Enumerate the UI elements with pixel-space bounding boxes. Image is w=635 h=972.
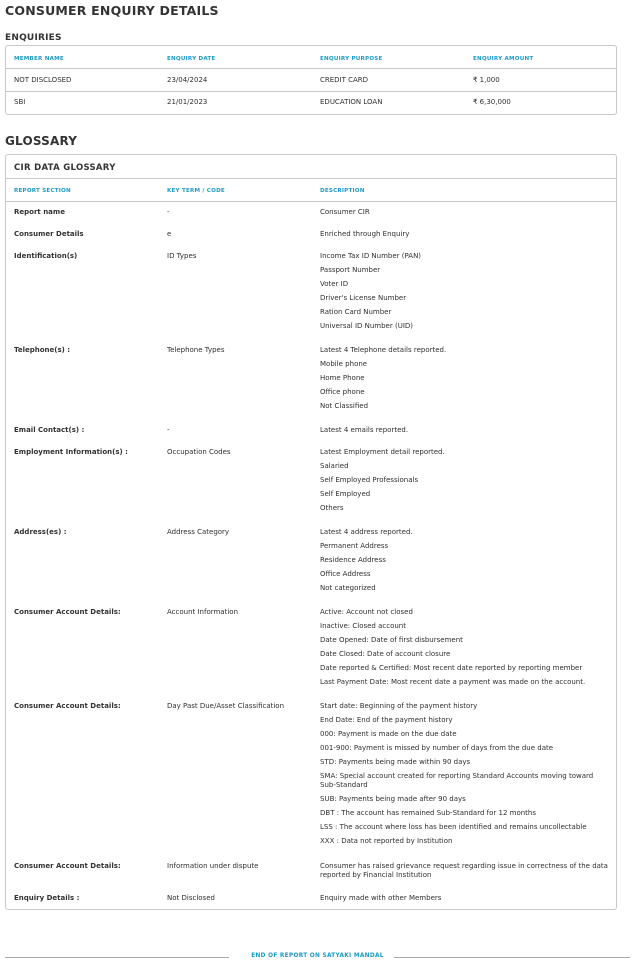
description-line: Not Classified bbox=[320, 402, 369, 410]
description-line: Date reported & Certified: Most recent date reported by reporting member bbox=[320, 664, 583, 672]
enquiry-purpose: EDUCATION LOAN bbox=[320, 98, 383, 106]
description-line: Self Employed Professionals bbox=[320, 476, 419, 484]
description bbox=[320, 894, 610, 908]
report-section: Employment Information(s) : bbox=[14, 448, 128, 456]
key-term: - bbox=[167, 426, 170, 434]
description-line: Start date: Beginning of the payment history bbox=[320, 702, 478, 710]
key-term: ID Types bbox=[167, 252, 197, 260]
key-term: Account Information bbox=[167, 608, 239, 616]
description-line: Mobile phone bbox=[320, 360, 368, 368]
description-line: Passport Number bbox=[320, 266, 381, 274]
report-section: Telephone(s) : bbox=[14, 346, 71, 354]
description bbox=[320, 426, 610, 440]
description-line: Residence Address bbox=[320, 556, 386, 564]
description bbox=[320, 230, 610, 244]
description-line: SUB: Payments being made after 90 days bbox=[320, 795, 466, 803]
col-enquiry-amount: ENQUIRY AMOUNT bbox=[473, 56, 534, 62]
description-line: Active: Account not closed bbox=[320, 608, 413, 616]
end-of-report: END OF REPORT ON SATYAKI MANDAL bbox=[251, 953, 384, 959]
enquiry-date: 21/01/2023 bbox=[167, 98, 208, 106]
description-line: Not categorized bbox=[320, 584, 376, 592]
enquiry-amount: ₹ 6,30,000 bbox=[473, 98, 511, 106]
member-name: SBI bbox=[14, 98, 26, 106]
description-line: End Date: End of the payment history bbox=[320, 716, 453, 724]
description bbox=[320, 208, 610, 222]
description-line: Voter ID bbox=[320, 280, 349, 288]
enquiries-table bbox=[5, 45, 617, 115]
glossary-title: GLOSSARY bbox=[5, 134, 78, 148]
key-term: e bbox=[167, 230, 172, 238]
glossary-box-title: CIR DATA GLOSSARY bbox=[14, 163, 116, 173]
report-section: Consumer Account Details: bbox=[14, 702, 121, 710]
page-title: CONSUMER ENQUIRY DETAILS bbox=[5, 3, 219, 18]
enquiry-purpose: CREDIT CARD bbox=[320, 76, 369, 84]
col-description: DESCRIPTION bbox=[320, 188, 365, 194]
description-line: Latest 4 address reported. bbox=[320, 528, 413, 536]
description bbox=[320, 608, 610, 692]
description-line: Consumer CIR bbox=[320, 208, 370, 216]
report-section: Enquiry Details : bbox=[14, 894, 80, 902]
description bbox=[320, 252, 610, 336]
key-term: Not Disclosed bbox=[167, 894, 215, 902]
description-line: Permanent Address bbox=[320, 542, 389, 550]
description bbox=[320, 862, 610, 885]
key-term: - bbox=[167, 208, 170, 216]
key-term: Occupation Codes bbox=[167, 448, 231, 456]
description-line: Consumer has raised grievance request regarding issue in correctness of the data reported by Financial Institution bbox=[320, 862, 608, 879]
report-section: Consumer Details bbox=[14, 230, 84, 238]
description bbox=[320, 528, 610, 598]
report-section: Email Contact(s) : bbox=[14, 426, 85, 434]
description-line: Office Address bbox=[320, 570, 371, 578]
report-section: Consumer Account Details: bbox=[14, 608, 121, 616]
col-key-term: KEY TERM / CODE bbox=[167, 188, 225, 194]
description-line: 001-900: Payment is missed by number of days from the due date bbox=[320, 744, 554, 752]
divider bbox=[6, 201, 616, 202]
col-member-name: MEMBER NAME bbox=[14, 56, 64, 62]
description-line: Universal ID Number (UID) bbox=[320, 322, 414, 330]
description-line: SMA: Special account created for reporting Standard Accounts moving toward Sub-Standard bbox=[320, 772, 594, 789]
description bbox=[320, 346, 610, 416]
key-term: Day Past Due/Asset Classification bbox=[167, 702, 285, 710]
col-enquiry-date: ENQUIRY DATE bbox=[167, 56, 216, 62]
col-report-section: REPORT SECTION bbox=[14, 188, 71, 194]
description-line: DBT : The account has remained Sub-Standard for 12 months bbox=[320, 809, 536, 817]
divider bbox=[6, 91, 616, 92]
description-line: Income Tax ID Number (PAN) bbox=[320, 252, 422, 260]
key-term: Telephone Types bbox=[167, 346, 225, 354]
description-line: Salaried bbox=[320, 462, 349, 470]
description-line: Date Opened: Date of first disbursement bbox=[320, 636, 463, 644]
description-line: 000: Payment is made on the due date bbox=[320, 730, 457, 738]
member-name: NOT DISCLOSED bbox=[14, 76, 72, 84]
description-line: Latest Employment detail reported. bbox=[320, 448, 445, 456]
description-line: Office phone bbox=[320, 388, 365, 396]
description-line: XXX : Data not reported by Institution bbox=[320, 837, 453, 845]
description-line: Enriched through Enquiry bbox=[320, 230, 410, 238]
report-section: Identification(s) bbox=[14, 252, 78, 260]
key-term: Information under dispute bbox=[167, 862, 259, 870]
description-line: Latest 4 Telephone details reported. bbox=[320, 346, 447, 354]
description-line: Home Phone bbox=[320, 374, 365, 382]
divider bbox=[6, 178, 616, 179]
description-line: Ration Card Number bbox=[320, 308, 392, 316]
description bbox=[320, 702, 610, 851]
description bbox=[320, 448, 610, 518]
divider bbox=[6, 68, 616, 69]
description-line: Enquiry made with other Members bbox=[320, 894, 442, 902]
description-line: Others bbox=[320, 504, 344, 512]
description-line: STD: Payments being made within 90 days bbox=[320, 758, 471, 766]
col-enquiry-purpose: ENQUIRY PURPOSE bbox=[320, 56, 383, 62]
description-line: Latest 4 emails reported. bbox=[320, 426, 409, 434]
report-section: Report name bbox=[14, 208, 65, 216]
enquiry-date: 23/04/2024 bbox=[167, 76, 208, 84]
glossary-table bbox=[5, 154, 617, 910]
enquiry-amount: ₹ 1,000 bbox=[473, 76, 500, 84]
description-line: Inactive: Closed account bbox=[320, 622, 406, 630]
description-line: LSS : The account where loss has been identified and remains uncollectable bbox=[320, 823, 587, 831]
key-term: Address Category bbox=[167, 528, 230, 536]
description-line: Date Closed: Date of account closure bbox=[320, 650, 451, 658]
description-line: Last Payment Date: Most recent date a payment was made on the account. bbox=[320, 678, 586, 686]
description-line: Self Employed bbox=[320, 490, 371, 498]
report-section: Consumer Account Details: bbox=[14, 862, 121, 870]
description-line: Driver's License Number bbox=[320, 294, 407, 302]
report-section: Address(es) : bbox=[14, 528, 67, 536]
enquiries-title: ENQUIRIES bbox=[5, 33, 62, 43]
